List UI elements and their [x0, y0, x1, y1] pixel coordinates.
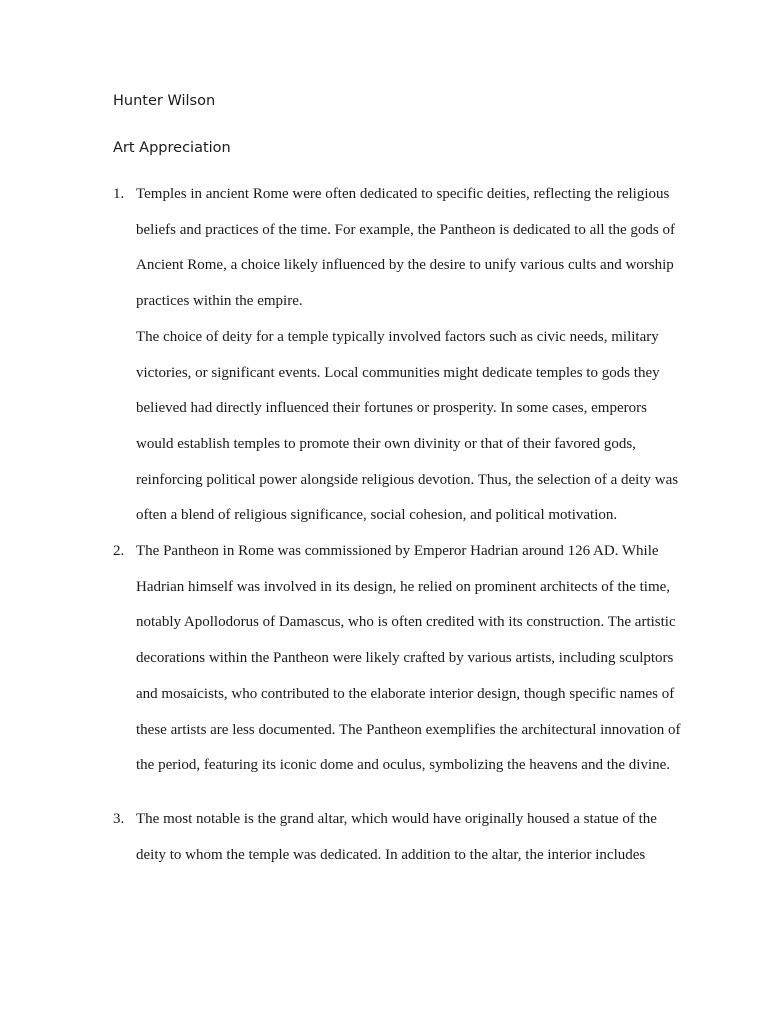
list-item-number: 3.	[113, 810, 125, 827]
list-item-number: 2.	[113, 543, 125, 560]
list-item	[113, 534, 683, 784]
course-title: Art Appreciation	[113, 140, 231, 156]
paragraph: The Pantheon in Rome was commissioned by Emperor Hadrian around 126 AD. While Hadrian himself was involved in its design, he relied on prominent architects of the time, notably Apollodorus of Damascus, who is often credited with its construction. The artistic decorations within the Pantheon were likely crafted by various artists, including sculptors and mosaicists, who contributed to the elaborate interior design, though specific names of these artists are less documented. The Pantheon exemplifies the architectural innovation of the period, featuring its iconic dome and oculus, symbolizing the heavens and the divine.	[136, 543, 681, 774]
list-item	[113, 802, 683, 873]
paragraph: Temples in ancient Rome were often dedicated to specific deities, reflecting the religious beliefs and practices of the time. For example, the Pantheon is dedicated to all the gods of Ancient Rome, a choice likely influenced by the desire to unify various cults and worship practices within the empire.	[136, 186, 676, 310]
list-item-number: 1.	[113, 186, 125, 202]
numbered-list	[113, 177, 683, 873]
paragraph: The most notable is the grand altar, which would have originally housed a statue of the deity to whom the temple was dedicated. In addition to the altar, the interior includes	[136, 810, 657, 863]
item-spacer	[113, 784, 683, 802]
list-item	[113, 177, 683, 534]
paragraph: The choice of deity for a temple typically involved factors such as civic needs, military victories, or significant events. Local communities might dedicate temples to gods they believed had directly influenced their fortunes or prosperity. In some cases, emperors would establish temples to promote their own divinity or that of their favored gods, reinforcing political power alongside religious devotion. Thus, the selection of a deity was often a blend of religious significance, social cohesion, and political motivation.	[136, 328, 679, 524]
author-name: Hunter Wilson	[113, 93, 216, 109]
